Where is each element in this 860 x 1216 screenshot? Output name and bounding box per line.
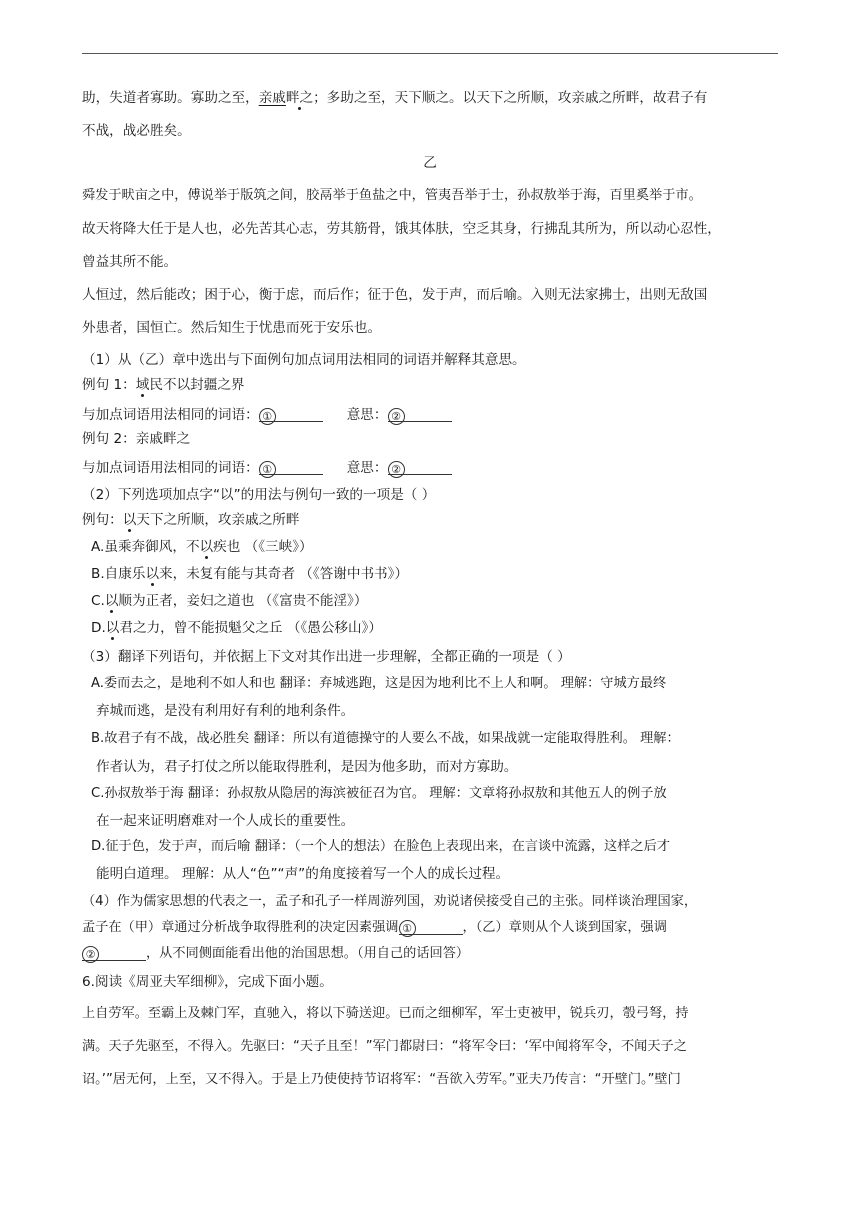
yi-p1-line-2: 故天将降大任于是人也，必先苦其心志，劳其筋骨，饿其体肤，空乏其身，行拂乱其所为，所以动心忍性， — [82, 221, 721, 237]
q2-stem: （2）下列选项加点字“以”的用法与例句一致的一项是（ ） — [82, 487, 436, 503]
underlined-word: 亲戚 — [258, 90, 286, 106]
yi-p2-line-1: 人恒过，然后能改；困于心，衡于虑，而后作；征于色，发于声，而后喻。入则无法家拂士，出则无敌国 — [82, 287, 708, 303]
yi-title: 乙 — [423, 155, 437, 171]
q3-option-b-cont: 作者认为，君子打仗之所以能取得胜利，是因为他多助，而对方寡助。 — [96, 759, 518, 775]
yi-p1-line-1: 舜发于畎亩之中，傅说举于版筑之间，胶鬲举于鱼盐之中，管夷吾举于士，孙叔敖举于海，百里奚举于市。 — [82, 188, 702, 203]
answer-blank[interactable]: ① — [399, 920, 463, 935]
answer-blank[interactable]: ① — [259, 460, 323, 475]
q3-option-a[interactable]: A.委而去之，是地利不如人和也 翻译：弃城逃跑，这是因为地利比不上人和啊。 理解：守城方最终 — [91, 676, 667, 691]
q1-answer-row-1: 与加点词语用法相同的词语： ① 意思： ② — [82, 405, 452, 425]
q2-example: 例句：以天下之所顺，攻亲戚之所畔 — [82, 512, 300, 528]
q6-title: 6.阅读《周亚夫军细柳》，完成下面小题。 — [82, 974, 333, 990]
jia-line-2: 不战，战必胜矣。 — [82, 123, 191, 139]
q3-option-b[interactable]: B.故君子有不战，战必胜矣 翻译：所以有道德操守的人要么不战，如果战就一定能取得胜利。 理解： — [91, 731, 680, 746]
q6-line-3: 诏。’”居无何，上至，又不得入。于是上乃使使持节诏将军：“吾欲入劳军。”亚夫乃传言：“开壁门。”壁门 — [82, 1072, 681, 1087]
answer-blank[interactable]: ② — [82, 946, 146, 961]
q3-option-c-cont: 在一起来证明磨难对一个人成长的重要性。 — [96, 813, 355, 829]
q2-option-b[interactable]: B.自康乐以来，未复有能与其奇者 （《答谢中书书》） — [91, 566, 409, 582]
q2-option-d[interactable]: D.以君之力，曾不能损魁父之丘 （《愚公移山》） — [91, 620, 382, 636]
yi-p1-line-3: 曾益其所不能。 — [82, 254, 178, 270]
answer-blank[interactable]: ① — [259, 407, 323, 422]
q2-option-a[interactable]: A.虽乘奔御风，不以疾也 （《三峡》） — [91, 539, 313, 555]
q4-line-1: （4）作为儒家思想的代表之一，孟子和孔子一样周游列国，劝说诸侯接受自己的主张。同样谈治理国家， — [82, 894, 698, 909]
q1-stem: （1）从（乙）章中选出与下面例句加点词用法相同的词语并解释其意思。 — [82, 352, 526, 368]
q2-option-c[interactable]: C.以顺为正者，妾妇之道也 （《富贵不能淫》） — [91, 593, 368, 609]
q1-example-1: 例句 1：域民不以封疆之界 — [82, 377, 245, 393]
yi-p2-line-2: 外患者，国恒亡。然后知生于忧患而死于安乐也。 — [82, 320, 382, 336]
q3-option-d[interactable]: D.征于色，发于声，而后喻 翻译：（一个人的想法）在脸色上表现出来，在言谈中流露，这样之后才 — [91, 839, 670, 854]
q4-line-3: ② ，从不同侧面能看出他的治国思想。（用自己的话回答） — [82, 944, 469, 964]
q3-option-d-cont: 能明白道理。 理解：从人“色”“声”的角度接着写一个人的成长过程。 — [96, 866, 510, 882]
q6-line-2: 满。天子先驱至，不得入。先驱曰：“天子且至！”军门都尉曰：“将军令曰：‘军中闻将军令，不闻天子之 — [82, 1039, 687, 1054]
dotted-word: 畔之 — [285, 90, 314, 106]
answer-blank[interactable]: ② — [388, 407, 452, 422]
header-rule — [82, 53, 778, 54]
q3-option-a-cont: 弃城而逃，是没有利用好有利的地利条件。 — [96, 703, 355, 719]
answer-blank[interactable]: ② — [388, 460, 452, 475]
q3-stem: （3）翻译下列语句，并依据上下文对其作出进一步理解，全都正确的一项是（ ） — [82, 649, 571, 665]
q3-option-c[interactable]: C.孙叔敖举于海 翻译：孙叔敖从隐居的海滨被征召为官。 理解：文章将孙叔敖和其他五人的例子放 — [91, 786, 667, 801]
q6-line-1: 上自劳军。至霸上及棘门军，直驰入，将以下骑送迎。已而之细柳军，军士吏被甲，锐兵刃，彀弓弩，持 — [82, 1006, 689, 1021]
q1-example-2: 例句 2：亲戚畔之 — [82, 431, 191, 447]
q1-answer-row-2: 与加点词语用法相同的词语： ① 意思： ② — [82, 458, 452, 478]
q4-line-2: 孟子在（甲）章通过分析战争取得胜利的决定因素强调 ① ，（乙）章则从个人谈到国家，强调 — [82, 920, 667, 935]
jia-line-1: 助，失道者寡助。寡助之至，亲戚畔之；多助之至，天下顺之。以天下之所顺，攻亲戚之所畔，故君子有 — [82, 90, 708, 106]
